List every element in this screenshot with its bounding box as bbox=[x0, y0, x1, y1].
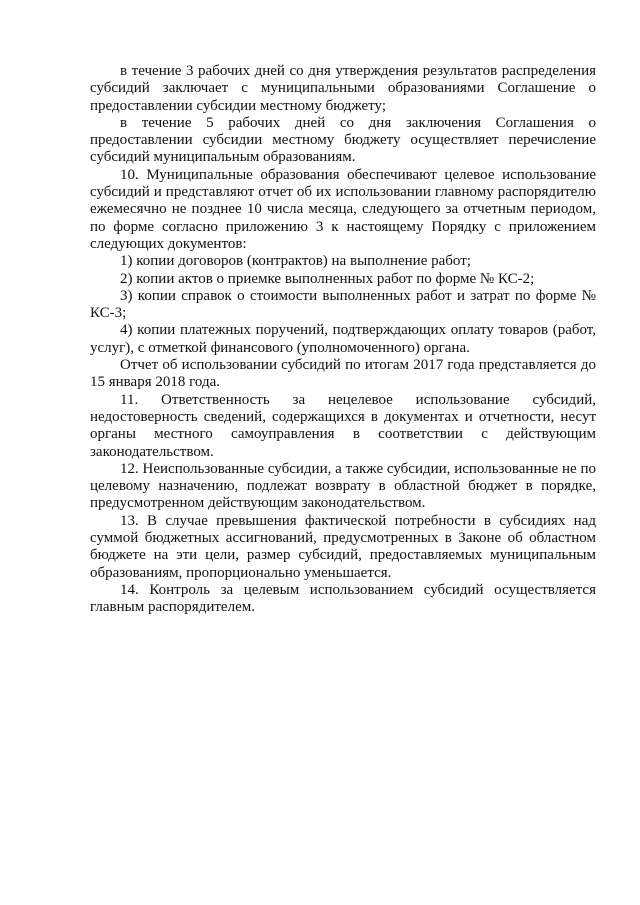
paragraph-transfer-deadline: в течение 5 рабочих дней со дня заключения Соглашения о предоставлении субсидии местному бюджету осуществляет перечисление субсидий муниципальным образованиям. bbox=[90, 114, 596, 166]
paragraph-13-reduction: 13. В случае превышения фактической потребности в субсидиях над суммой бюджетных ассигнований, предусмотренных в Законе об областном бюджете на эти цели, размер субсидий, предоставляемых муниципальным образованиям, пропорционально уменьшается. bbox=[90, 512, 596, 581]
paragraph-12-unused-subsidies: 12. Неиспользованные субсидии, а также субсидии, использованные не по целевому назначению, подлежат возврату в областной бюджет в порядке, предусмотренном действующим законодательством. bbox=[90, 460, 596, 512]
paragraph-10-reporting: 10. Муниципальные образования обеспечивают целевое использование субсидий и представляют отчет об их использовании главному распорядителю ежемесячно не позднее 10 числа месяца, следующего за отчетным периодом, по форме согласно приложению 3 к настоящему Порядку с приложением следующих документов: bbox=[90, 166, 596, 252]
document-body bbox=[90, 63, 596, 617]
list-item-ks3-certificates: 3) копии справок о стоимости выполненных работ и затрат по форме № КС-3; bbox=[90, 287, 596, 322]
paragraph-annual-report: Отчет об использовании субсидий по итогам 2017 года представляется до 15 января 2018 года. bbox=[90, 357, 596, 391]
list-item-payment-orders: 4) копии платежных поручений, подтверждающих оплату товаров (работ, услуг), с отметкой финансового (уполномоченного) органа. bbox=[90, 322, 596, 356]
list-item-ks2-acts: 2) копии актов о приемке выполненных работ по форме № КС-2; bbox=[120, 270, 535, 287]
paragraph-14-control: 14. Контроль за целевым использованием субсидий осуществляется главным распорядителем. bbox=[90, 581, 596, 616]
list-item-contracts: 1) копии договоров (контрактов) на выполнение работ; bbox=[120, 253, 471, 270]
paragraph-11-responsibility: 11. Ответственность за нецелевое использование субсидий, недостоверность сведений, содержащихся в документах и отчетности, несут органы местного самоуправления в соответствии с действующим законодательством. bbox=[90, 391, 596, 460]
paragraph-agreement-deadline: в течение 3 рабочих дней со дня утверждения результатов распределения субсидий заключает с муниципальными образованиями Соглашение о предоставлении субсидии местному бюджету; bbox=[90, 63, 596, 114]
